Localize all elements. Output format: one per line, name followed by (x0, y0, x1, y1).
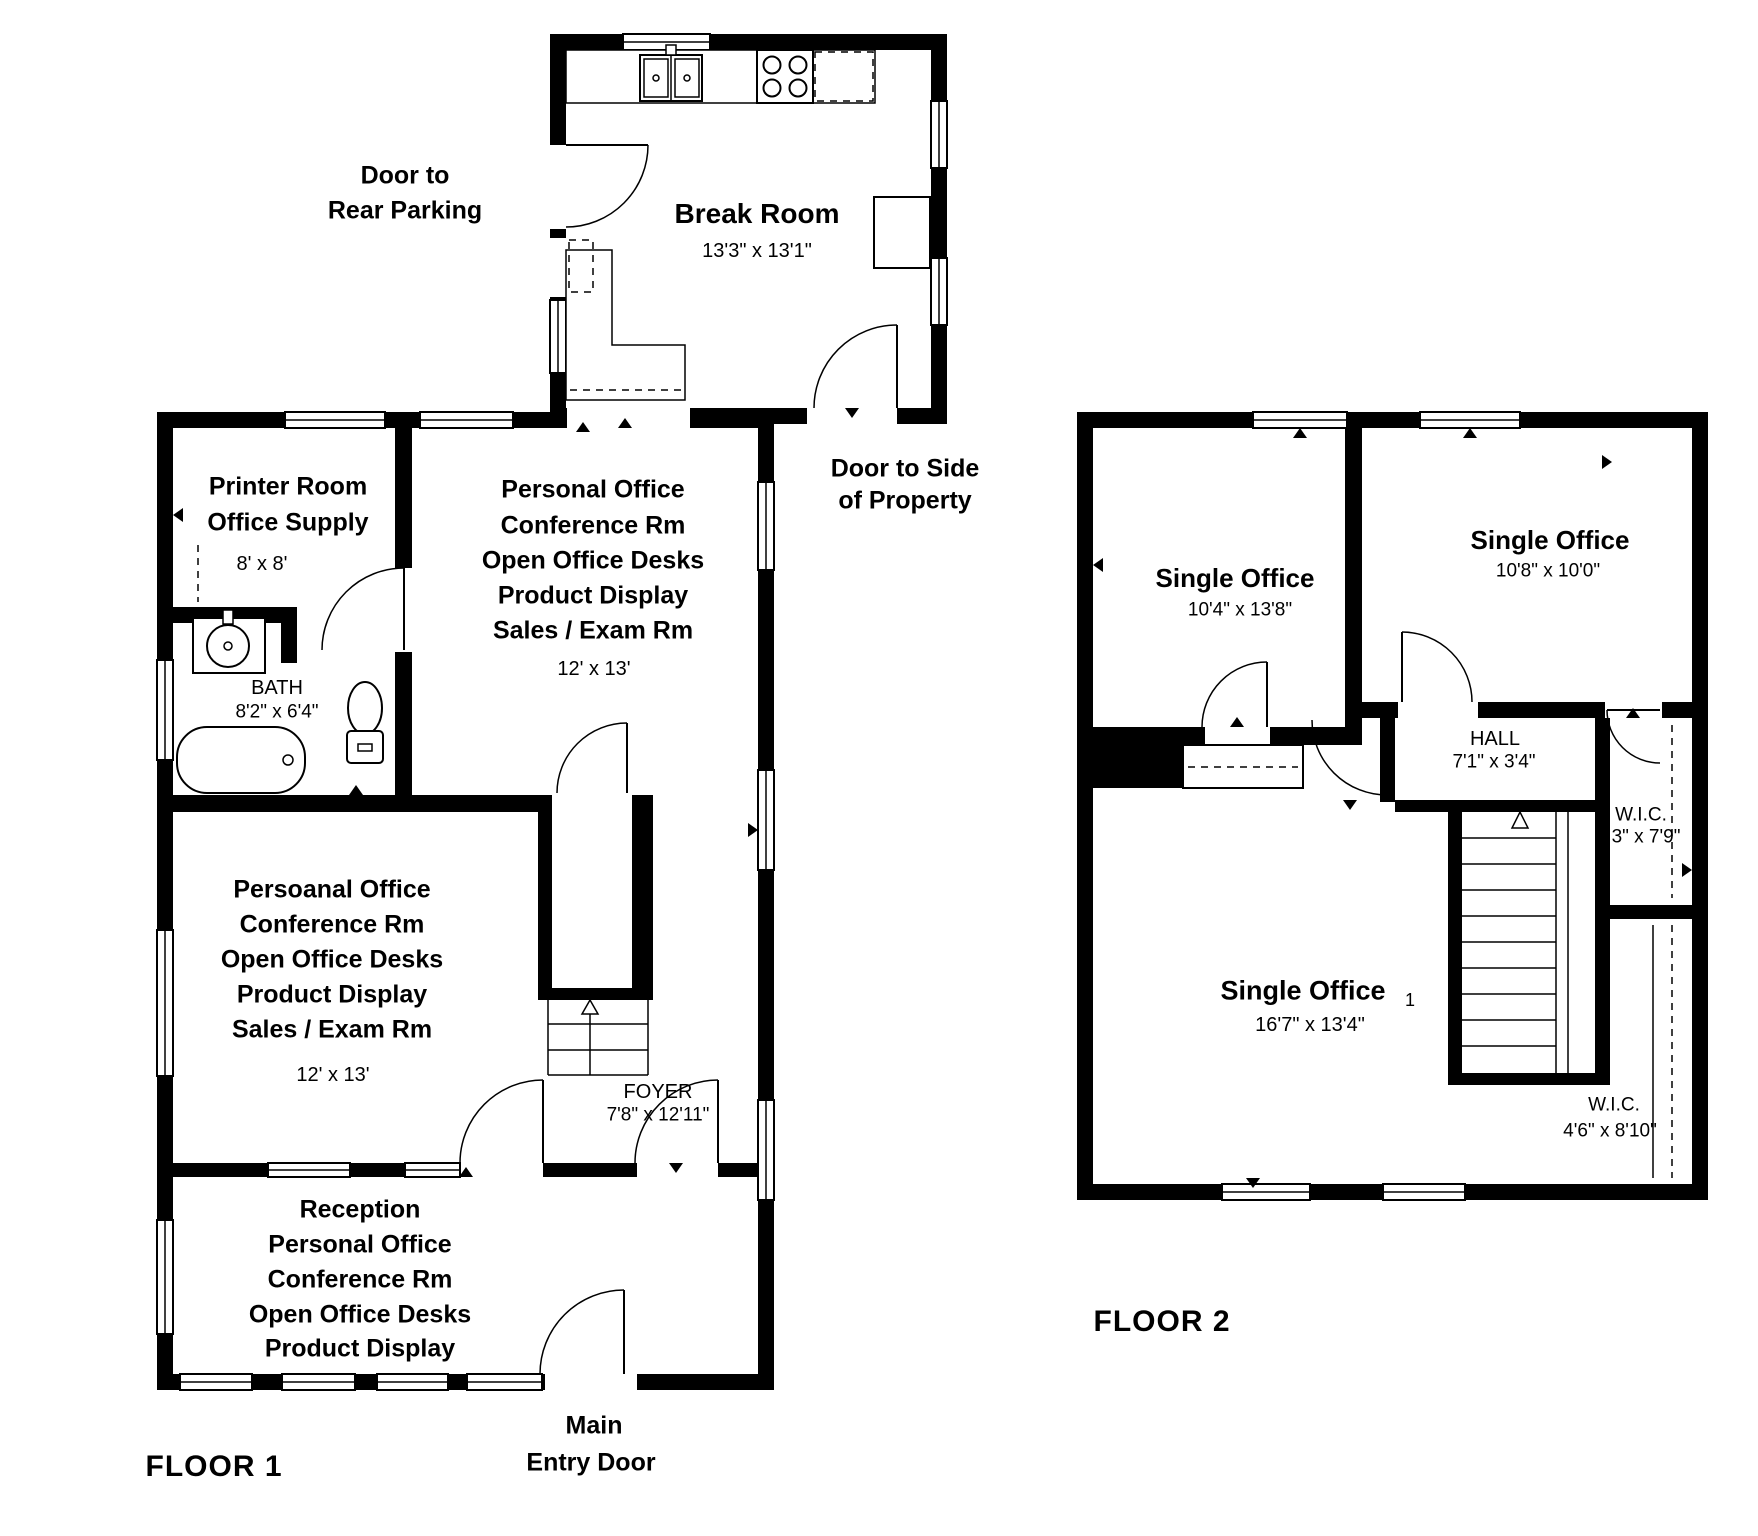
wic-upper-dims: 3" x 7'9" (1611, 826, 1681, 848)
note-rear-parking-line1: Door to (360, 161, 450, 190)
office-top-right-dims: 10'8" x 10'0" (1495, 560, 1601, 582)
office-upper-line3: Open Office Desks (481, 546, 705, 575)
office-middle-line5: Sales / Exam Rm (231, 1015, 433, 1044)
door-stair-closet (557, 723, 627, 793)
office-upper-line4: Product Display (497, 581, 689, 610)
hall-dims: 7'1" x 3'4" (1452, 751, 1536, 773)
door-main-entry (540, 1290, 624, 1374)
floor2-stairs (1462, 812, 1568, 1073)
office-upper-line5: Sales / Exam Rm (492, 616, 694, 645)
note-main-entry-line1: Main (565, 1411, 623, 1440)
reception-line3: Conference Rm (267, 1265, 453, 1294)
bath-label: BATH (251, 677, 303, 699)
toilet (347, 682, 383, 763)
door-reception-office (460, 1080, 543, 1163)
floor1-openings (460, 145, 897, 1390)
office-upper-line2: Conference Rm (500, 511, 686, 540)
office-middle-line4: Product Display (236, 980, 428, 1009)
stairs-up-arrow (1512, 812, 1528, 828)
office-main-label: Single Office (1220, 975, 1386, 1006)
reception-line5: Product Display (264, 1334, 456, 1363)
door-side-property (814, 325, 897, 408)
hall-label: HALL (1469, 728, 1521, 750)
office-middle-line2: Conference Rm (239, 910, 425, 939)
note-rear-parking-line2: Rear Parking (327, 196, 483, 225)
wic-lines (1653, 725, 1672, 1178)
office-top-left-dims: 10'4" x 13'8" (1187, 599, 1293, 621)
break-room-label: Break Room (674, 198, 840, 229)
office-middle-dims: 12' x 13' (296, 1064, 370, 1086)
foyer-label: FOYER (623, 1081, 693, 1103)
break-room-dims: 13'3" x 13'1" (702, 240, 812, 262)
office-upper-dims: 12' x 13' (557, 658, 631, 680)
office-main-suffix: 1 (1404, 990, 1416, 1010)
printer-room-label-line1: Printer Room (208, 472, 368, 501)
printer-room-dims: 8' x 8' (236, 553, 288, 575)
wic-upper-label: W.I.C. (1615, 804, 1667, 826)
bath-fixtures (177, 545, 383, 793)
door-printer-office (322, 568, 404, 650)
fridge (874, 197, 930, 268)
printer-room-label-line2: Office Supply (207, 508, 369, 537)
bath-sink (193, 610, 265, 673)
office-main-dims: 16'7" x 13'4" (1255, 1014, 1365, 1036)
bath-dims: 8'2" x 6'4" (235, 701, 319, 723)
reception-line4: Open Office Desks (248, 1300, 472, 1329)
stove (757, 50, 813, 103)
bathtub (177, 727, 305, 793)
floor1-title: FLOOR 1 (145, 1450, 283, 1483)
note-side-property-line1: Door to Side (830, 454, 980, 483)
office-top-left-label: Single Office (1155, 563, 1315, 593)
door-office-top-left (1202, 662, 1267, 727)
stairs-up-arrow (582, 1000, 598, 1014)
kitchen-counter (566, 50, 875, 103)
note-main-entry-line2: Entry Door (526, 1448, 656, 1477)
door-rear-parking (566, 145, 648, 227)
floor1-stairs (548, 998, 648, 1075)
reception-line1: Reception (299, 1195, 421, 1224)
floor2-closet (1183, 745, 1303, 788)
floor2-title: FLOOR 2 (1093, 1305, 1231, 1338)
office-upper-line1: Personal Office (501, 475, 685, 504)
office-middle-line1: Persoanal Office (233, 875, 431, 904)
reception-line2: Personal Office (268, 1230, 452, 1259)
note-side-property-line2: of Property (838, 486, 972, 515)
office-top-right-label: Single Office (1470, 525, 1630, 555)
corner-counter (566, 250, 685, 400)
wic-lower-dims: 4'6" x 8'10" (1563, 1120, 1657, 1142)
office-middle-line3: Open Office Desks (220, 945, 444, 974)
wic-lower-label: W.I.C. (1588, 1094, 1640, 1116)
door-office-top-right (1402, 632, 1472, 702)
foyer-dims: 7'8" x 12'11" (606, 1104, 710, 1126)
